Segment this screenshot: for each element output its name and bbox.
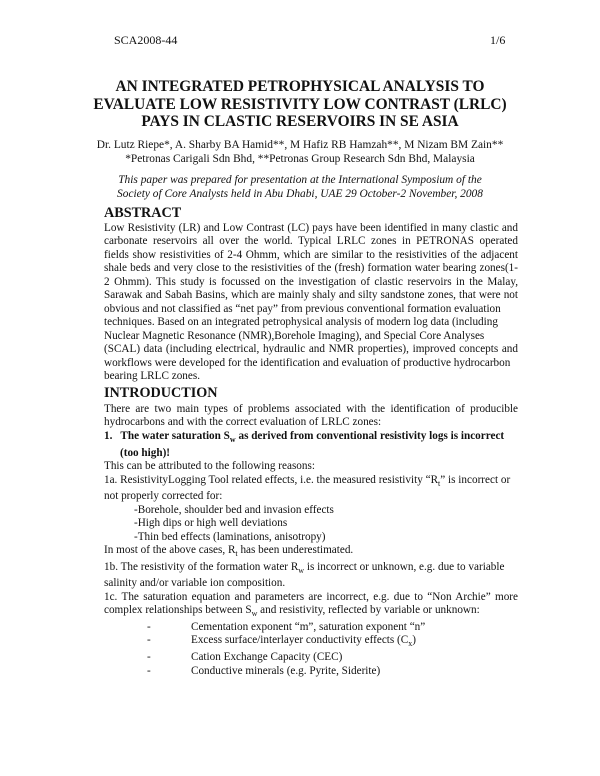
reason-text: has been underestimated. — [237, 544, 354, 556]
intro-line: There are two main types of problems associated with the identification of producible — [104, 403, 518, 415]
reason-1c-item — [104, 651, 518, 664]
problem-1-text: The water saturation S — [120, 429, 230, 442]
abstract-body — [104, 222, 518, 383]
abstract-heading: ABSTRACT — [104, 205, 182, 221]
reason-1a-line — [104, 474, 518, 491]
reason-1c-line: 1c. The saturation equation and parameters are incorrect, e.g. due to “Non Archie” more — [104, 590, 518, 603]
author-names: Dr. Lutz Riepe*, A. Sharby BA Hamid**, M Hafiz RB Hamzah**, M Nizam BM Zain** — [96, 139, 504, 151]
abstract-line: fields show resistivities of 2-4 Ohmm, which are similar to the resistivities of the adjacent — [104, 248, 518, 261]
introduction-heading: INTRODUCTION — [104, 385, 218, 401]
title-line: PAYS IN CLASTIC RESERVOIRS IN SE ASIA — [141, 113, 459, 130]
author-affiliations: *Petronas Carigali Sdn Bhd, **Petronas Group Research Sdn Bhd, Malaysia — [125, 152, 475, 165]
subscript: x — [408, 639, 413, 649]
abstract-line: carbonate reservoirs all over the world. Typical LRLC zones in PETRONAS operated — [104, 235, 518, 248]
dash-bullet: - — [147, 634, 151, 647]
reason-1c-item — [104, 665, 518, 678]
problem-1-number: 1. — [104, 429, 113, 442]
abstract-line: 2 Ohmm). This study is focussed on the investigation of clastic reservoirs in the Malay, — [104, 275, 518, 288]
problem-1-heading — [104, 430, 518, 447]
reason-item-text: ) — [412, 634, 416, 647]
title-line: AN INTEGRATED PETROPHYSICAL ANALYSIS TO — [115, 78, 485, 95]
note-line: This paper was prepared for presentation at the International Symposium of the — [118, 174, 482, 186]
reason-1a-line: not properly corrected for: — [104, 490, 223, 503]
paper-title — [60, 78, 540, 131]
abstract-line: workflows were developed for the identification and evaluation of productive hydrocarbon — [104, 356, 511, 369]
subscript: t — [438, 478, 441, 488]
note-line: Society of Core Analysts held in Abu Dhabi, UAE 29 October-2 November, 2008 — [117, 187, 483, 200]
reason-1a-item: -Thin bed effects (laminations, anisotropy) — [134, 530, 326, 543]
abstract-line: obvious and not classified as “net pay” from previous conventional formation evaluation — [104, 302, 501, 315]
reason-item-text: Cementation exponent “m”, saturation exponent “n” — [191, 620, 426, 633]
reason-1c-item — [104, 634, 518, 651]
reason-1c-line — [104, 604, 518, 621]
subscript: w — [251, 609, 258, 619]
reason-text: 1a. ResistivityLogging Tool related effects, i.e. the measured resistivity “R — [104, 473, 439, 486]
reason-text: is incorrect or unknown, e.g. due to variable — [304, 560, 505, 573]
author-block — [60, 139, 540, 166]
abstract-line: techniques. Based on an integrated petrophysical analysis of modern log data (including — [104, 316, 498, 329]
underestimated-line — [104, 544, 518, 561]
attributed-line: This can be attributed to the following reasons: — [104, 460, 315, 473]
subscript: t — [235, 549, 238, 559]
reason-text: ” is incorrect or — [440, 473, 511, 486]
reason-item-text: Cation Exchange Capacity (CEC) — [191, 651, 343, 664]
subscript: w — [298, 565, 305, 575]
intro-line: hydrocarbons and with the correct evaluation of LRLC zones: — [104, 416, 382, 429]
abstract-line: bearing LRLC zones. — [104, 369, 201, 382]
abstract-line: Low Resistivity (LR) and Low Contrast (LC) pays have been identified in many clastic and — [104, 222, 518, 234]
page-number: 1/6 — [490, 33, 506, 47]
abstract-line: shale beds and very close to the resistivities of the (fresh) formation water bearing zones(1- — [104, 262, 518, 275]
reason-item-text: Conductive minerals (e.g. Pyrite, Siderite) — [191, 664, 381, 677]
abstract-line: (SCAL) data (including electrical, hydraulic and NMR properties), improved concepts and — [104, 343, 518, 356]
reason-item-text: Excess surface/interlayer conductivity effects (C — [191, 634, 409, 647]
dash-bullet: - — [147, 620, 151, 633]
document-id: SCA2008-44 — [114, 33, 178, 47]
title-line: EVALUATE LOW RESISTIVITY LOW CONTRAST (LRLC) — [93, 95, 507, 113]
problem-1-text: as derived from conventional resistivity logs is incorrect — [235, 429, 505, 442]
problem-1-heading-cont: (too high)! — [120, 446, 171, 459]
reason-1a-item: -Borehole, shoulder bed and invasion effects — [134, 503, 334, 516]
reason-1a-item: -High dips or high well deviations — [134, 517, 288, 530]
abstract-line: Nuclear Magnetic Resonance (NMR),Borehole Imaging), and Special Core Analyses — [104, 329, 485, 342]
reason-text: and resistivity, reflected by variable or unknown: — [257, 604, 480, 617]
reason-text: In most of the above cases, R — [104, 544, 236, 556]
introduction-body — [104, 403, 518, 678]
reason-text: complex relationships between S — [104, 604, 252, 617]
subscript: w — [229, 435, 236, 445]
reason-1b-line: salinity and/or variable ion composition. — [104, 577, 286, 590]
dash-bullet: - — [147, 651, 151, 664]
reason-1c-item — [104, 621, 518, 634]
dash-bullet: - — [147, 664, 151, 677]
reason-text: 1b. The resistivity of the formation water R — [104, 560, 299, 573]
abstract-line: Sarawak and Sabah Basins, which are mainly shaly and silty sandstone zones, that were not — [104, 289, 518, 302]
presentation-note — [60, 174, 540, 201]
reason-1b-line — [104, 561, 518, 578]
